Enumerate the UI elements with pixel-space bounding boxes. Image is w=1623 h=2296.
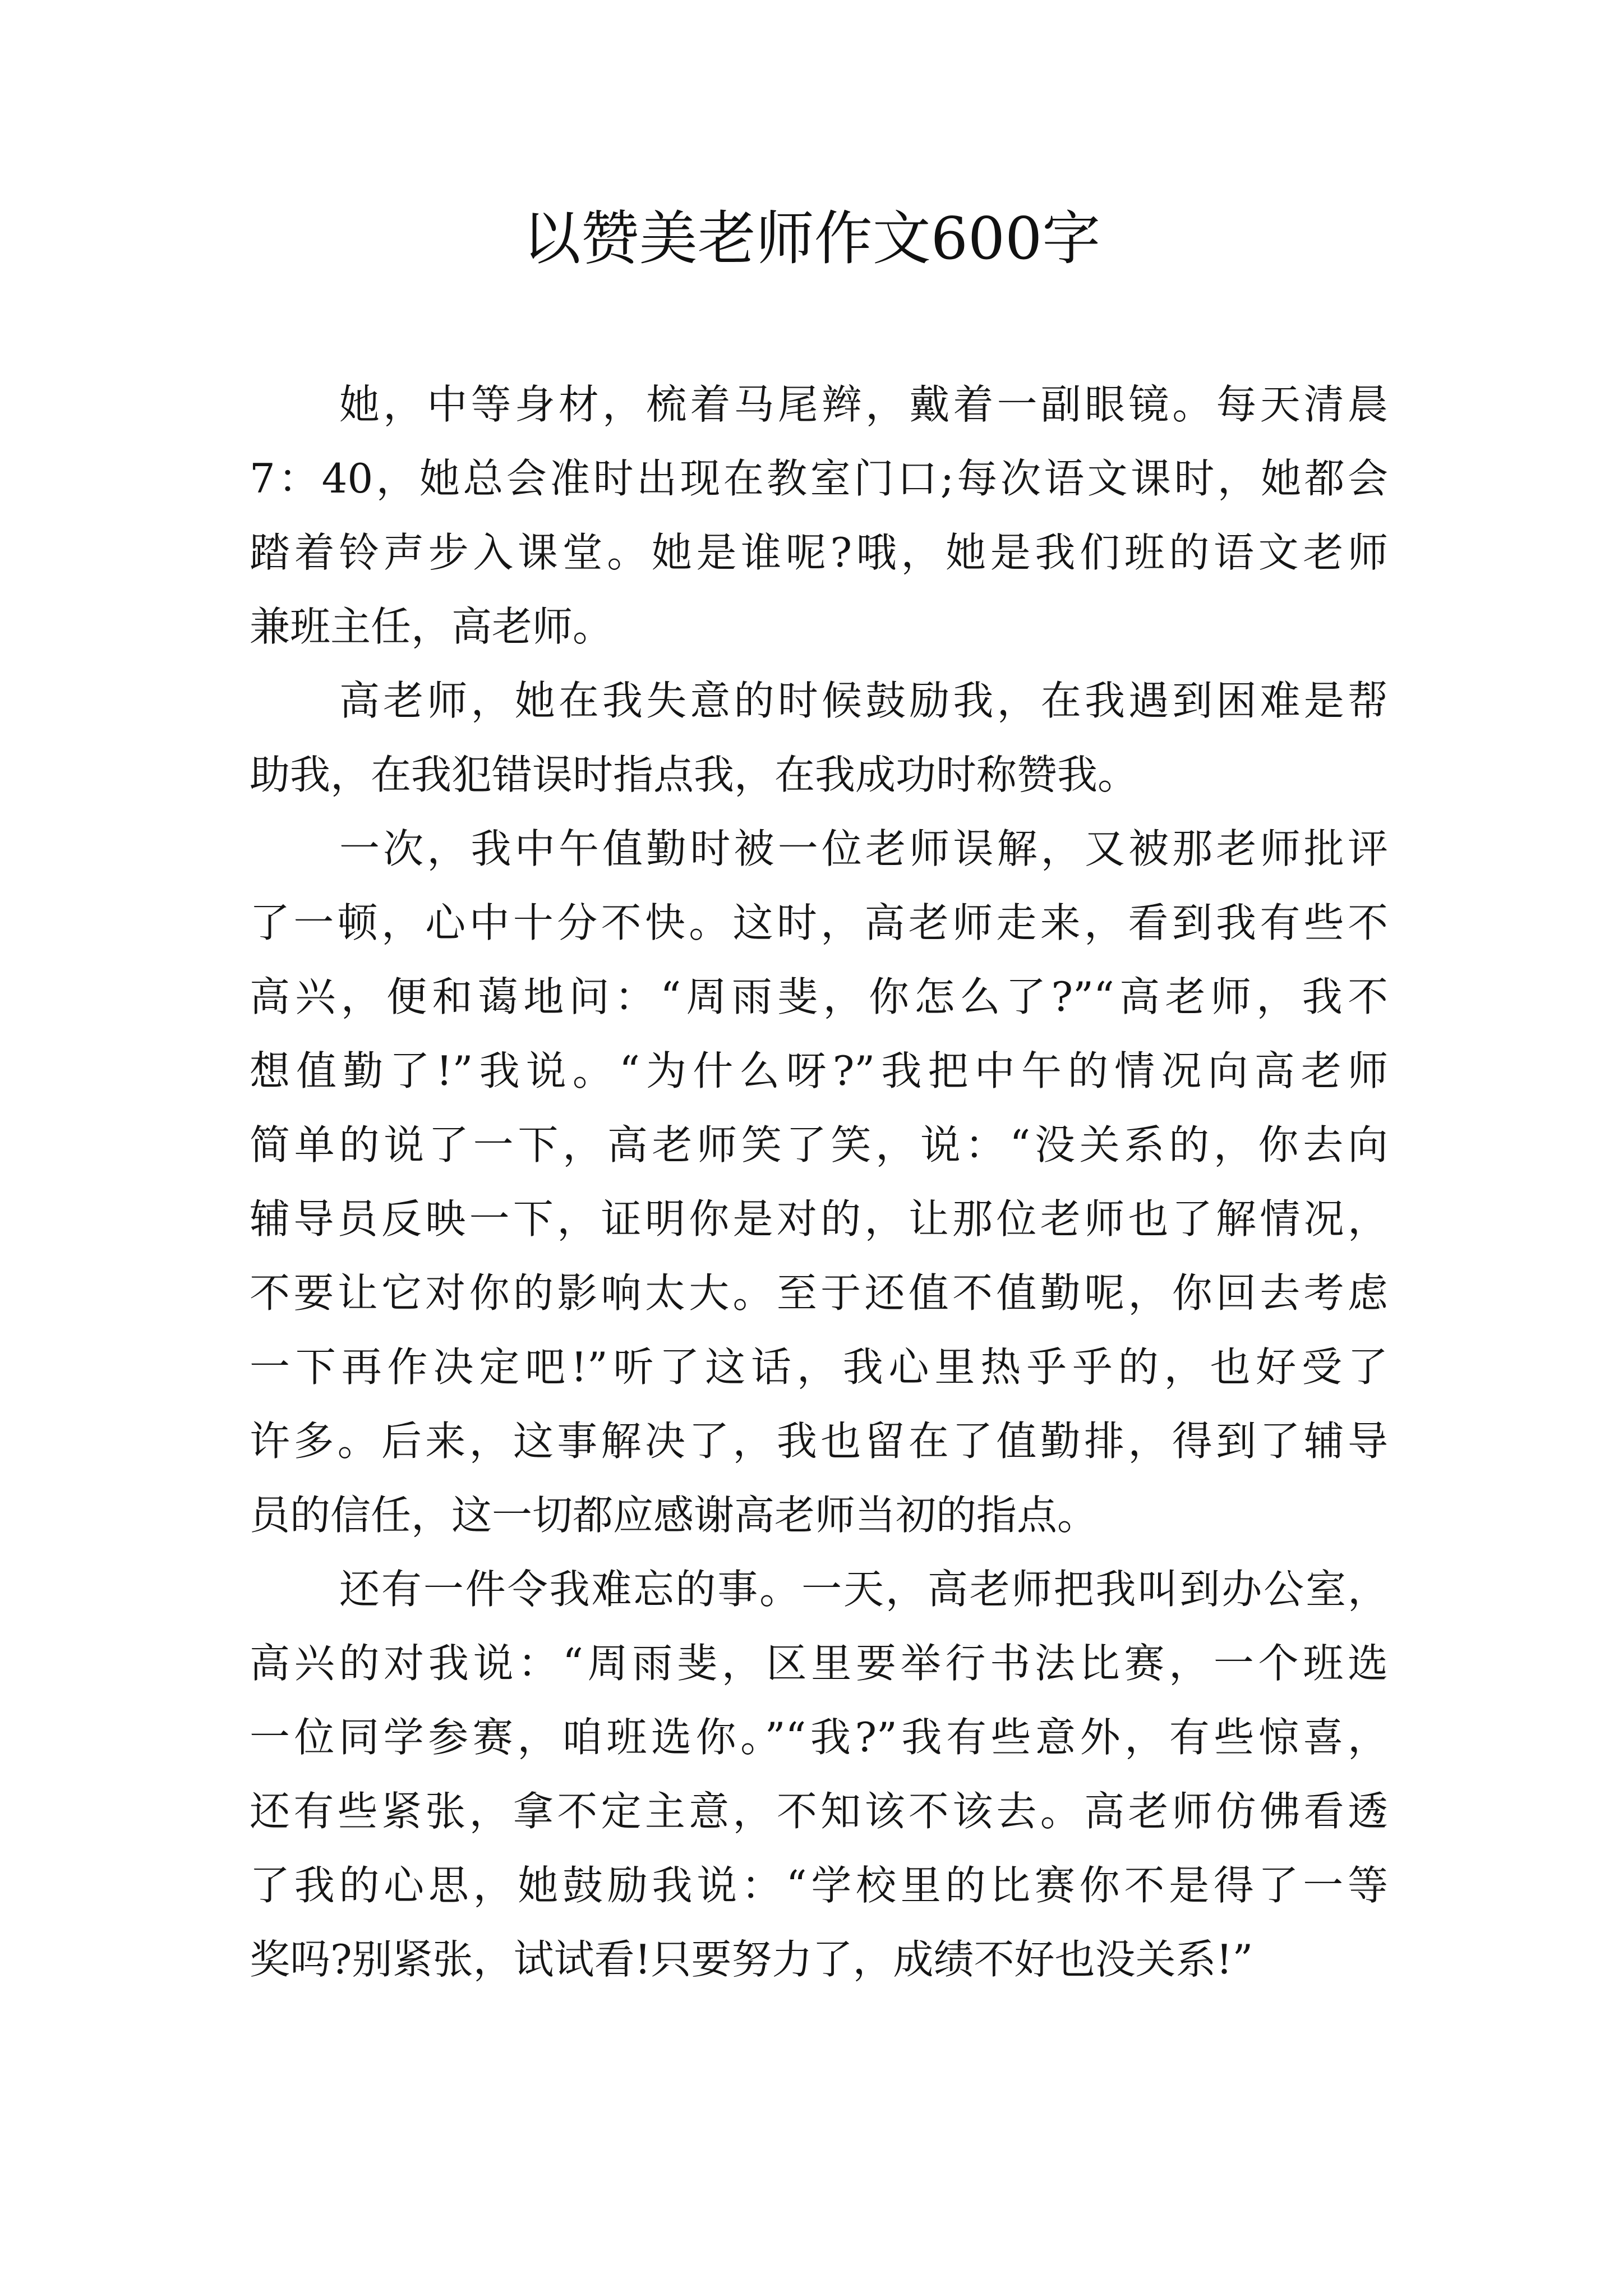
document-body xyxy=(250,367,1388,1996)
paragraph-line: 一位同学参赛，咱班选你。”“我?”我有些意外，有些惊喜， xyxy=(250,1714,1388,1761)
paragraph-line: 一下再作决定吧!”听了这话，我心里热乎乎的，也好受了 xyxy=(250,1343,1388,1391)
paragraph-line: 助我，在我犯错误时指点我，在我成功时称赞我。 xyxy=(250,751,1138,798)
paragraph-line: 员的信任，这一切都应感谢高老师当初的指点。 xyxy=(250,1492,1098,1539)
paragraph-4 xyxy=(250,1552,1388,1996)
paragraph-line: 高兴的对我说：“周雨斐，区里要举行书法比赛，一个班选 xyxy=(250,1640,1388,1687)
document-title: 以赞美老师作文600字 xyxy=(522,204,1101,273)
paragraph-line: 7：40，她总会准时出现在教室门口;每次语文课时，她都会 xyxy=(250,455,1388,502)
paragraph-line: 许多。后来，这事解决了，我也留在了值勤排，得到了辅导 xyxy=(250,1418,1388,1465)
paragraph-line: 了一顿，心中十分不快。这时，高老师走来，看到我有些不 xyxy=(250,899,1388,946)
paragraph-3 xyxy=(250,812,1388,1552)
paragraph-line: 简单的说了一下，高老师笑了笑，说：“没关系的，你去向 xyxy=(250,1121,1388,1168)
paragraph-line: 还有些紧张，拿不定主意，不知该不该去。高老师仿佛看透 xyxy=(250,1788,1388,1835)
paragraph-line: 一次，我中午值勤时被一位老师误解，又被那老师批评 xyxy=(339,825,1388,872)
paragraph-line: 奖吗?别紧张，试试看!只要努力了，成绩不好也没关系!” xyxy=(250,1936,1253,1983)
paragraph-line: 高老师，她在我失意的时候鼓励我，在我遇到困难是帮 xyxy=(339,677,1388,724)
paragraph-1 xyxy=(250,367,1388,664)
paragraph-line: 想值勤了!”我说。“为什么呀?”我把中午的情况向高老师 xyxy=(250,1047,1388,1094)
paragraph-line: 不要让它对你的影响太大。至于还值不值勤呢，你回去考虑 xyxy=(250,1269,1388,1317)
paragraph-line: 还有一件令我难忘的事。一天，高老师把我叫到办公室， xyxy=(339,1566,1388,1613)
paragraph-line: 高兴，便和蔼地问：“周雨斐，你怎么了?”“高老师，我不 xyxy=(250,973,1388,1020)
paragraph-line: 她，中等身材，梳着马尾辫，戴着一副眼镜。每天清晨 xyxy=(339,381,1388,428)
paragraph-line: 辅导员反映一下，证明你是对的，让那位老师也了解情况， xyxy=(250,1195,1388,1243)
paragraph-2 xyxy=(250,664,1388,812)
paragraph-line: 踏着铃声步入课堂。她是谁呢?哦，她是我们班的语文老师 xyxy=(250,529,1388,576)
paragraph-line: 兼班主任，高老师。 xyxy=(250,603,614,650)
paragraph-line: 了我的心思，她鼓励我说：“学校里的比赛你不是得了一等 xyxy=(250,1862,1388,1909)
